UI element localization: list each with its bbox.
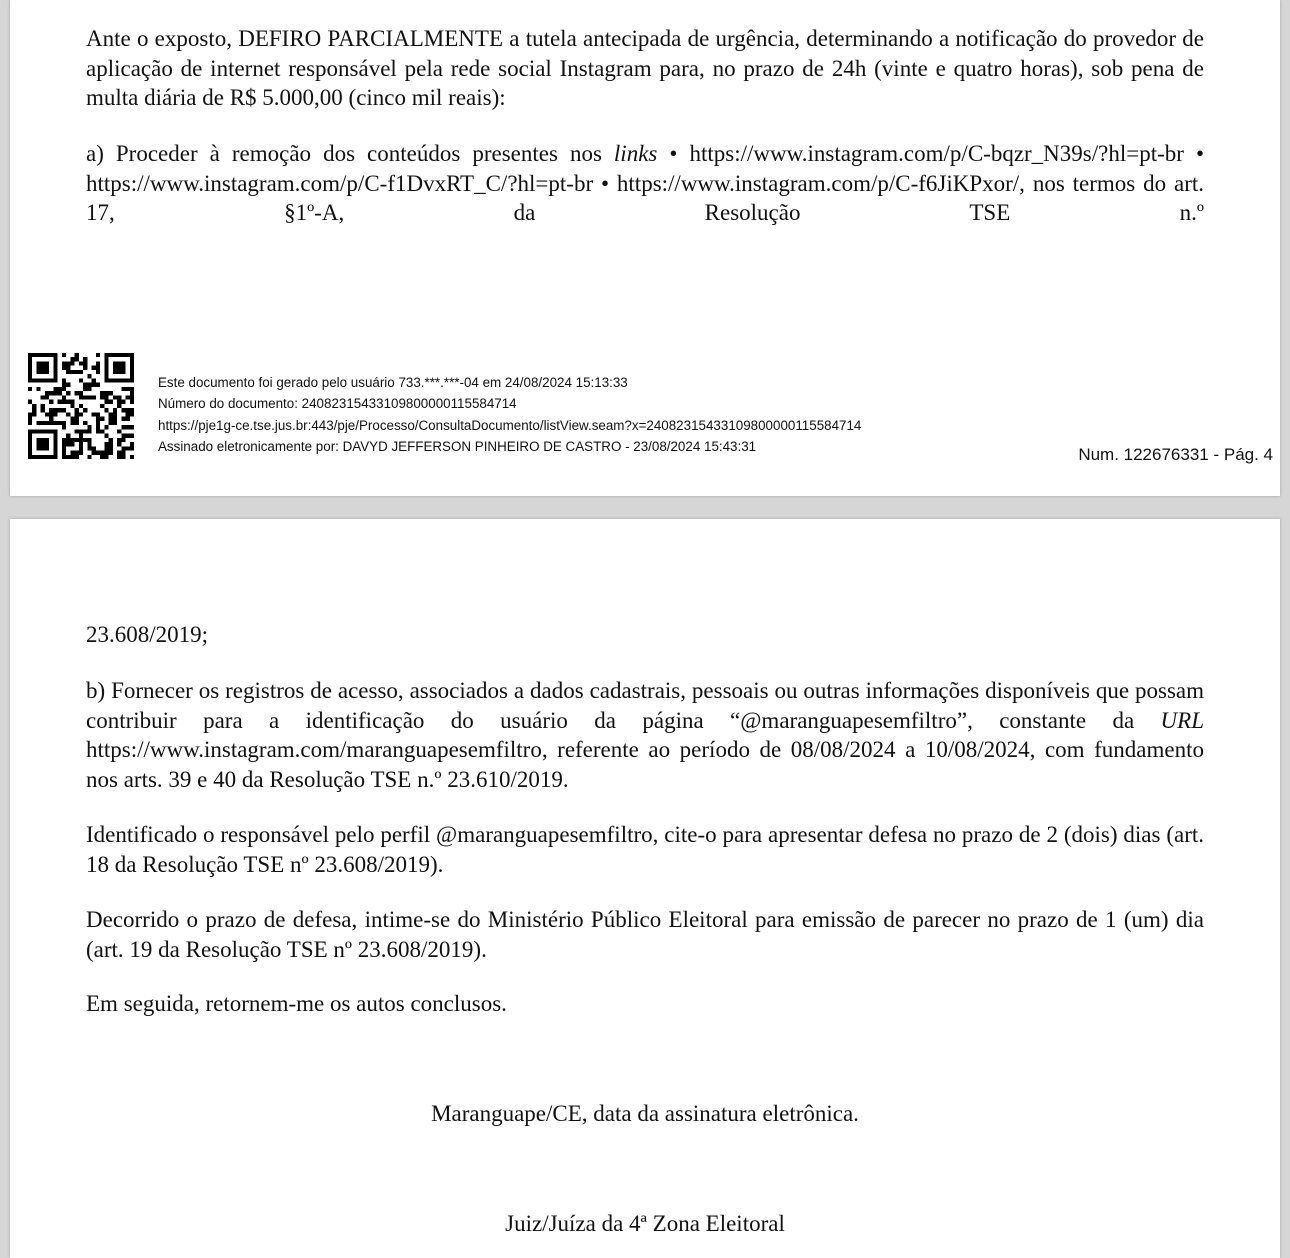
item-b-url-word: URL bbox=[1160, 707, 1204, 733]
bullet: • bbox=[669, 141, 678, 166]
link-1: https://www.instagram.com/p/C-bqzr_N39s/?hl=pt-br bbox=[689, 141, 1184, 166]
place-and-date: Maranguape/CE, data da assinatura eletrônica. bbox=[431, 1101, 859, 1126]
document-metadata bbox=[158, 372, 861, 457]
bullet: • bbox=[600, 170, 610, 196]
metadata-document-number: Número do documento: 24082315433109800000115584714 bbox=[158, 396, 517, 412]
paragraph-item-b bbox=[86, 676, 1204, 794]
item-a-suffix: nos termos do art. 17, §1º-A, da Resolução TSE n.º bbox=[86, 170, 1204, 225]
paragraph-item-a bbox=[86, 139, 1204, 228]
item-b-text: b) Fornecer os registros de acesso, associados a dados cadastrais, pessoais ou outras informações disponíveis que possam contribuir para a identificação do usuário da página “@maranguapesemfiltro”, constante da bbox=[86, 678, 1204, 733]
paragraph-em-seguida: Em seguida, retornem-me os autos conclusos. bbox=[86, 991, 507, 1016]
paragraph-resolution-continuation: 23.608/2019; bbox=[86, 622, 209, 647]
item-a-links-word: links bbox=[613, 141, 658, 166]
metadata-url: https://pje1g-ce.tse.jus.br:443/pje/Processo/ConsultaDocumento/listView.seam?x=24082315433109800000115584714 bbox=[158, 417, 862, 433]
metadata-signed-by: Assinado eletronicamente por: DAVYD JEFFERSON PINHEIRO DE CASTRO - 23/08/2024 15:43:31 bbox=[158, 438, 757, 454]
metadata-generated-by: Este documento foi gerado pelo usuário 733.***.***-04 em 24/08/2024 15:13:33 bbox=[158, 375, 628, 390]
link-2: https://www.instagram.com/p/C-f1DvxRT_C/?hl=pt-br bbox=[86, 170, 594, 196]
item-b-text-cont: https://www.instagram.com/maranguapesemfiltro, referente ao período de 08/08/2024 a 10/08/2024, com fundamento nos arts. 39 e 40 da Resolução TSE n.º 23.610/2019. bbox=[86, 737, 1204, 792]
paragraph-identificado: Identificado o responsável pelo perfil @maranguapesemfiltro, cite-o para apresentar defesa no prazo de 2 (dois) dias (art. 18 da Resolução TSE nº 23.608/2019). bbox=[86, 822, 1204, 877]
item-a-prefix: a) Proceder à remoção dos conteúdos presentes nos bbox=[86, 141, 602, 166]
signature-title: Juiz/Juíza da 4ª Zona Eleitoral bbox=[505, 1211, 785, 1236]
bullet: • bbox=[1195, 141, 1205, 166]
link-3: https://www.instagram.com/p/C-f6JiKPxor/, bbox=[616, 170, 1025, 196]
paragraph-decorrido: Decorrido o prazo de defesa, intime-se do Ministério Público Eleitoral para emissão de parecer no prazo de 1 (um) dia (art. 19 da Resolução TSE nº 23.608/2019). bbox=[86, 907, 1204, 962]
paragraph-decision: Ante o exposto, DEFIRO PARCIALMENTE a tutela antecipada de urgência, determinando a notificação do provedor de aplicação de internet responsável pela rede social Instagram para, no prazo de 24h (vinte e quatro horas), sob pena de multa diária de R$ 5.000,00 (cinco mil reais): bbox=[86, 26, 1204, 110]
qr-code-icon bbox=[28, 353, 134, 459]
page-number: Num. 122676331 - Pág. 4 bbox=[1078, 445, 1273, 464]
document-page-4 bbox=[10, 0, 1280, 496]
document-page-5 bbox=[10, 519, 1280, 1258]
